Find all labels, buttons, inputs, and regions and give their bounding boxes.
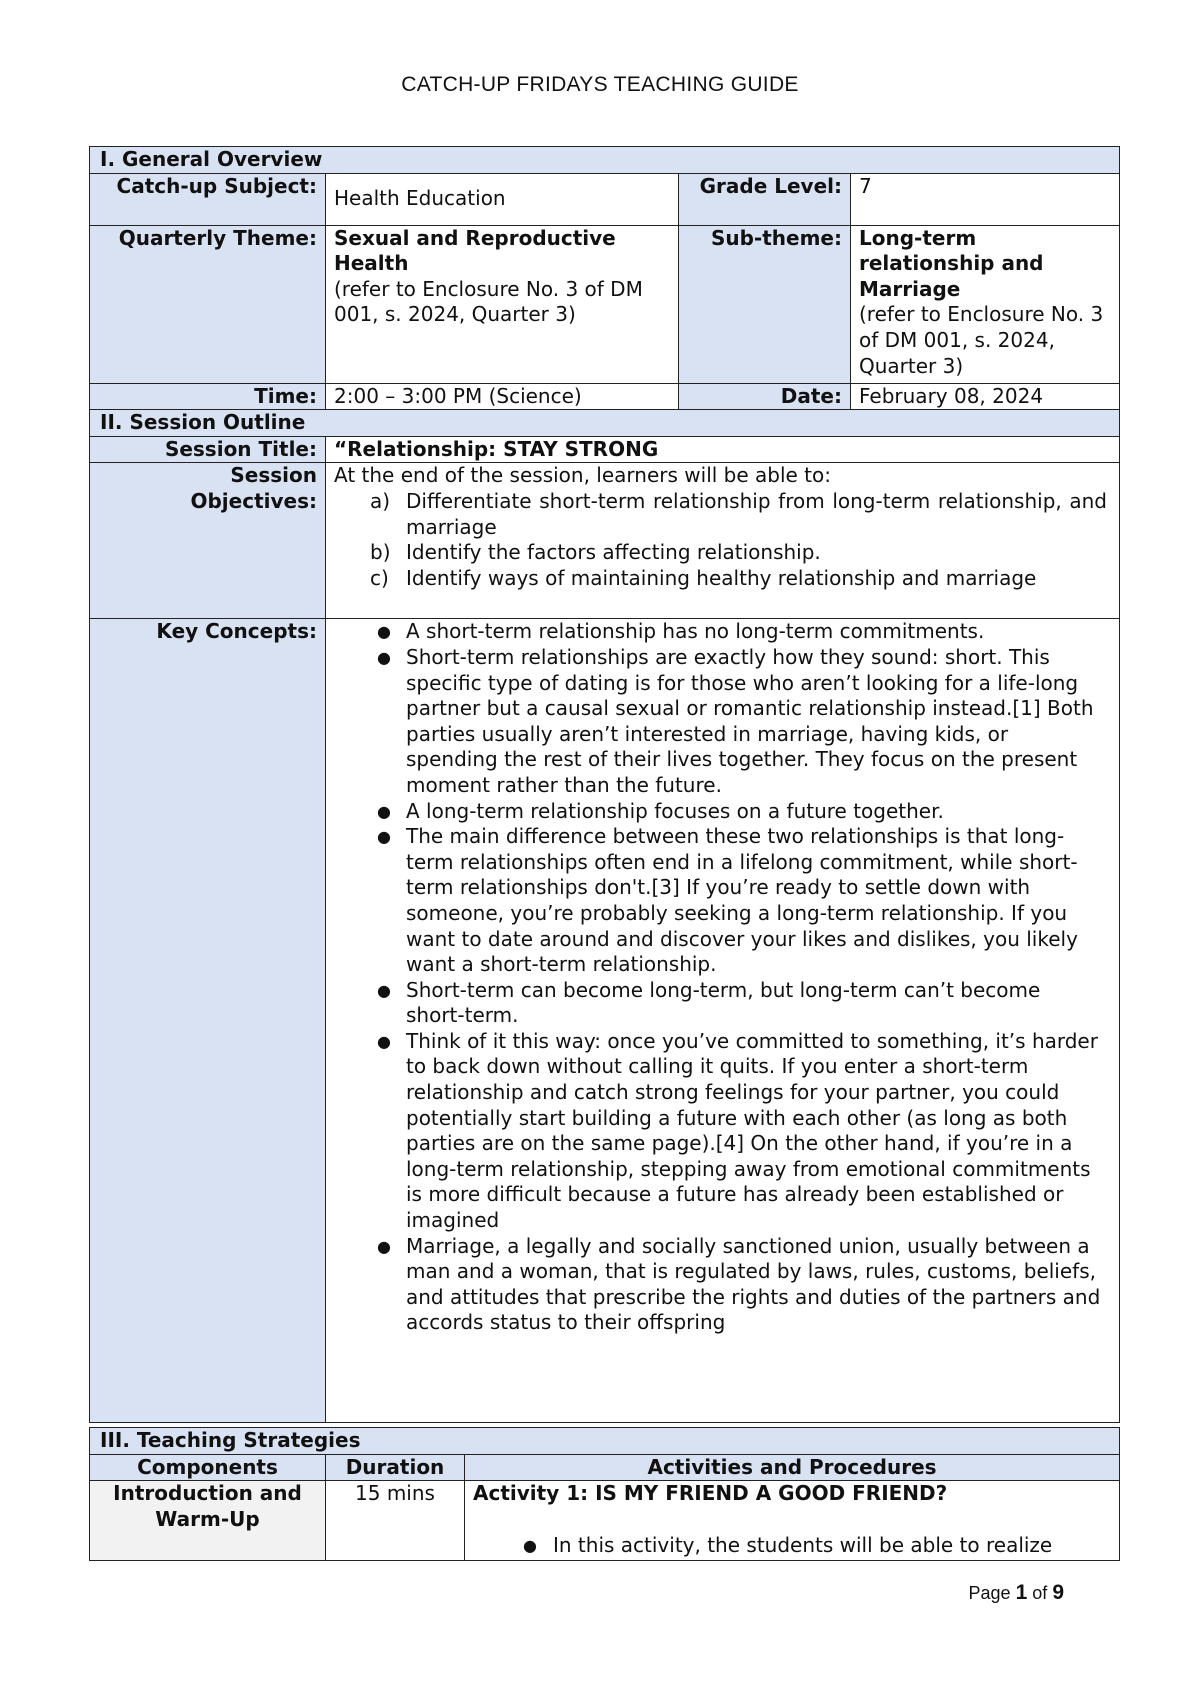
- activity-bullet-item: ● In this activity, the students will be able to realize: [523, 1532, 1053, 1557]
- col-components-header: Components: [90, 1454, 326, 1481]
- bullet-icon: ●: [523, 1535, 537, 1555]
- page-total: 9: [1052, 1581, 1064, 1604]
- theme-value: Sexual and Reproductive Health: [334, 225, 616, 276]
- subtheme-cell: [851, 225, 1120, 383]
- objectives-intro: At the end of the session, learners will be able to:: [334, 463, 832, 488]
- session-title-label: Session Title:: [90, 436, 326, 463]
- theme-cell: [326, 225, 679, 383]
- key-concept-item: ● Think of it this way: once you’ve committed to something, it’s harder to back down without calling it quits. If you enter a short-term relationship and catch strong feelings for your partner, you could potentially start building a future with each other (as long as both parties are on the same page).[4] On the other hand, if you’re in a long-term relationship, stepping away from emotional commitments is more difficult because a future has already been established or imagined: [377, 1028, 1098, 1233]
- objective-item: c) Identify ways of maintaining healthy relationship and marriage: [370, 565, 1037, 590]
- key-concept-item: ● Marriage, a legally and socially sanctioned union, usually between a man and a woman, that is regulated by laws, rules, customs, beliefs, and attitudes that prescribe the rights and duties of the partners and accords status to their offspring: [377, 1233, 1101, 1335]
- overview-table: [89, 146, 1120, 1423]
- objective-item: a) Differentiate short-term relationship from long-term relationship, and marriage: [370, 488, 1107, 539]
- grade-label: Grade Level:: [679, 173, 851, 225]
- bullet-icon: ●: [377, 827, 391, 847]
- objectives-list: [334, 489, 1111, 591]
- bullet-icon: ●: [377, 622, 391, 642]
- subtheme-label: Sub-theme:: [679, 225, 851, 383]
- date-label: Date:: [679, 383, 851, 410]
- bullet-icon: ●: [377, 980, 391, 1000]
- col-activities-header: Activities and Procedures: [465, 1454, 1120, 1481]
- grade-value: 7: [851, 173, 1120, 225]
- bullet-icon: ●: [377, 647, 391, 667]
- objectives-label: Session Objectives:: [90, 463, 326, 619]
- theme-reference: (refer to Enclosure No. 3 of DM 001, s. 2024, Quarter 3): [334, 276, 643, 327]
- activity-title: Activity 1: IS MY FRIEND A GOOD FRIEND?: [473, 1481, 948, 1506]
- session-title-value: “Relationship: STAY STRONG: [326, 436, 1120, 463]
- key-concept-item: ● Short-term can become long-term, but long-term can’t become short-term.: [377, 977, 1041, 1028]
- theme-label: Quarterly Theme:: [90, 225, 326, 383]
- page-word: Page: [968, 1583, 1011, 1603]
- key-concepts-cell: [326, 619, 1120, 1423]
- subject-value: Health Education: [326, 173, 679, 225]
- subtheme-reference: (refer to Enclosure No. 3 of DM 001, s. 2024, Quarter 3): [859, 302, 1104, 378]
- page-footer: [969, 1581, 1064, 1605]
- key-concepts-label: Key Concepts:: [90, 619, 326, 1423]
- key-concept-item: ● A long-term relationship focuses on a future together.: [377, 798, 944, 823]
- col-duration-header: Duration: [326, 1454, 465, 1481]
- component-cell: Introduction and Warm-Up: [90, 1481, 326, 1561]
- document-title: CATCH-UP FRIDAYS TEACHING GUIDE: [401, 73, 799, 96]
- time-value: 2:00 – 3:00 PM (Science): [326, 383, 679, 410]
- subject-label: Catch-up Subject:: [90, 173, 326, 225]
- activity-bullets: [473, 1533, 1111, 1559]
- duration-cell: 15 mins: [326, 1481, 465, 1561]
- date-value: February 08, 2024: [851, 383, 1120, 410]
- key-concept-item: ● The main difference between these two relationships is that long-term relationships often end in a lifelong commitment, while short-term relationships don't.[3] If you’re ready to settle down with someone, you’re probably seeking a long-term relationship. If you want to date around and discover your likes and dislikes, you likely want a short-term relationship.: [377, 824, 1078, 977]
- of-word: of: [1032, 1583, 1048, 1603]
- strategies-table: [89, 1427, 1120, 1561]
- objectives-cell: [326, 463, 1120, 619]
- bullet-icon: ●: [377, 801, 391, 821]
- activity-cell: [465, 1481, 1120, 1561]
- section-teaching-strategies: III. Teaching Strategies: [90, 1428, 1120, 1455]
- bullet-icon: ●: [377, 1031, 391, 1051]
- section-session-outline: II. Session Outline: [90, 410, 1120, 437]
- key-concepts-list: [334, 619, 1111, 1336]
- subtheme-value: Long-term relationship and Marriage: [859, 225, 1044, 301]
- key-concept-item: ● Short-term relationships are exactly how they sound: short. This specific type of dating is for those who aren’t looking for a life-long partner but a causal sexual or romantic relationship instead.[1] Both parties usually aren’t interested in marriage, having kids, or spending the rest of their lives together. They focus on the present moment rather than the future.: [377, 644, 1094, 797]
- table-row: [90, 1481, 1120, 1561]
- page-number: 1: [1015, 1581, 1028, 1604]
- time-label: Time:: [90, 383, 326, 410]
- key-concept-item: ● A short-term relationship has no long-term commitments.: [377, 619, 985, 644]
- section-general-overview: I. General Overview: [90, 147, 1120, 174]
- bullet-icon: ●: [377, 1236, 391, 1256]
- objective-item: b) Identify the factors affecting relationship.: [370, 540, 821, 565]
